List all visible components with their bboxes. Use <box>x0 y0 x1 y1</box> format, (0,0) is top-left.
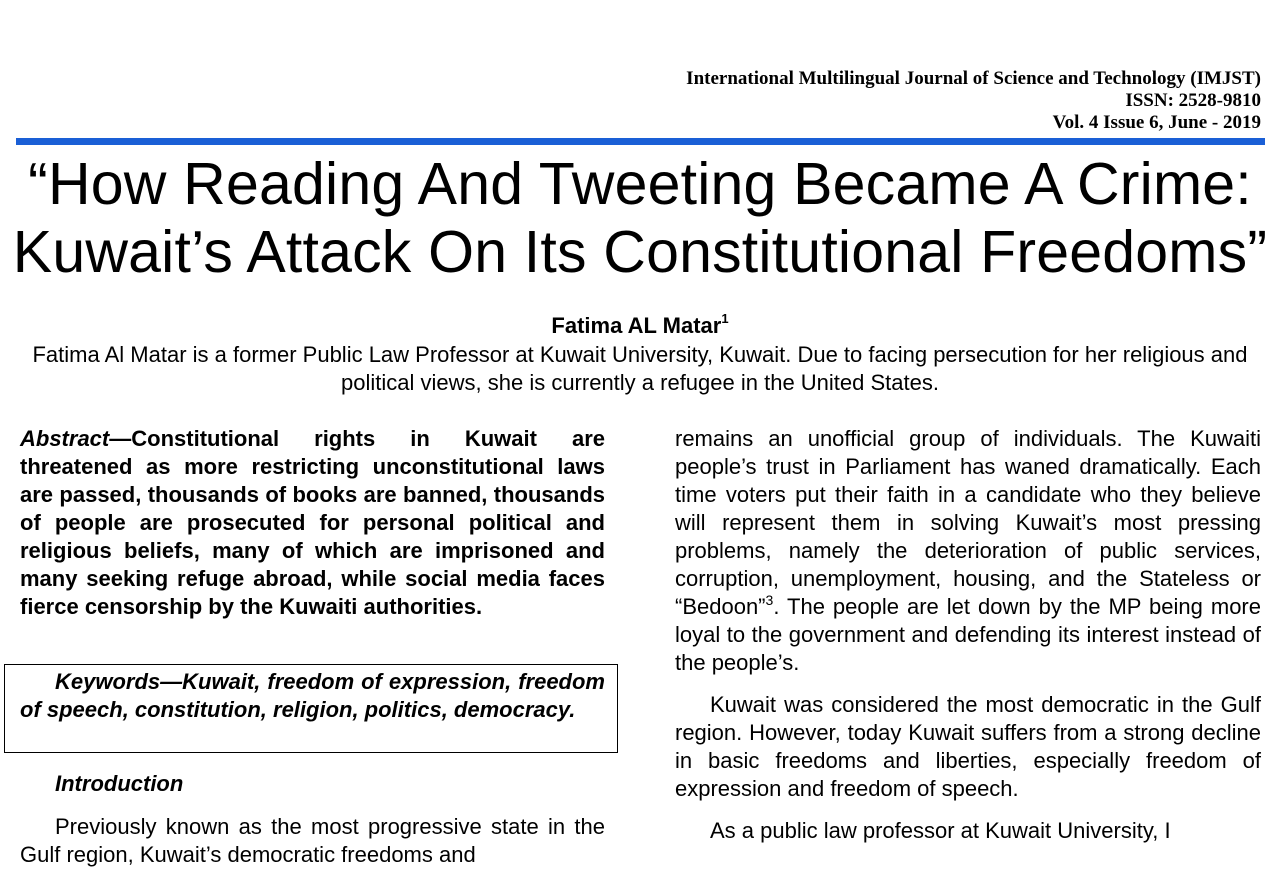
right-paragraph-2: Kuwait was considered the most democratic in the Gulf region. However, today Kuwait suffers from a strong decline in basic freedoms and liberties, especially freedom of expression and freedom of speech. <box>675 692 1261 801</box>
header-rule <box>16 138 1265 145</box>
paper-title <box>0 150 1280 286</box>
section-heading-introduction: Introduction <box>55 771 184 796</box>
author-footnote-mark: 1 <box>721 311 729 326</box>
title-line-2: Kuwait’s Attack On Its Constitutional Freedoms” <box>12 219 1268 285</box>
abstract <box>20 425 605 621</box>
right-paragraph-3: As a public law professor at Kuwait University, I <box>710 818 1171 843</box>
right-paragraph-1-b: . The people are let down by the MP being more loyal to the government and defending its interest instead of the people’s. <box>675 594 1261 675</box>
journal-header <box>686 68 1261 134</box>
introduction-text: Previously known as the most progressive state in the Gulf region, Kuwait’s democratic freedoms and <box>20 814 605 867</box>
abstract-text: —Constitutional rights in Kuwait are threatened as more restricting unconstitutional laws are passed, thousands of books are banned, thousands of people are prosecuted for personal political and religious beliefs, many of which are imprisoned and many seeking refuge abroad, while social media faces fierce censorship by the Kuwaiti authorities. <box>20 426 605 619</box>
right-column <box>675 425 1261 845</box>
left-column <box>20 425 605 621</box>
journal-name: International Multilingual Journal of Science and Technology (IMJST) <box>686 68 1261 89</box>
bedoon-footnote-mark: 3 <box>765 592 774 608</box>
author-block <box>0 311 1280 397</box>
keywords: Keywords—Kuwait, freedom of expression, freedom of speech, constitution, religion, politics, democracy. <box>20 669 605 722</box>
journal-volume: Vol. 4 Issue 6, June - 2019 <box>1052 112 1261 133</box>
right-paragraph-1 <box>675 425 1261 677</box>
journal-issn: ISSN: 2528-9810 <box>1125 90 1261 111</box>
abstract-lead: Abstract <box>20 426 110 451</box>
title-line-1: “How Reading And Tweeting Became A Crime: <box>28 151 1252 217</box>
author-name <box>551 311 728 341</box>
author-affiliation: Fatima Al Matar is a former Public Law Professor at Kuwait University, Kuwait. Due to facing persecution for her religious and political views, she is currently a refugee in the United States. <box>32 342 1248 395</box>
right-paragraph-1-a: remains an unofficial group of individuals. The Kuwaiti people’s trust in Parliament has waned dramatically. Each time voters put their faith in a candidate who they believe will represent them in solving Kuwait’s most pressing problems, namely the deterioration of public services, corruption, unemployment, housing, and the Stateless or “Bedoon” <box>675 426 1261 619</box>
author-name-text: Fatima AL Matar <box>551 313 722 338</box>
